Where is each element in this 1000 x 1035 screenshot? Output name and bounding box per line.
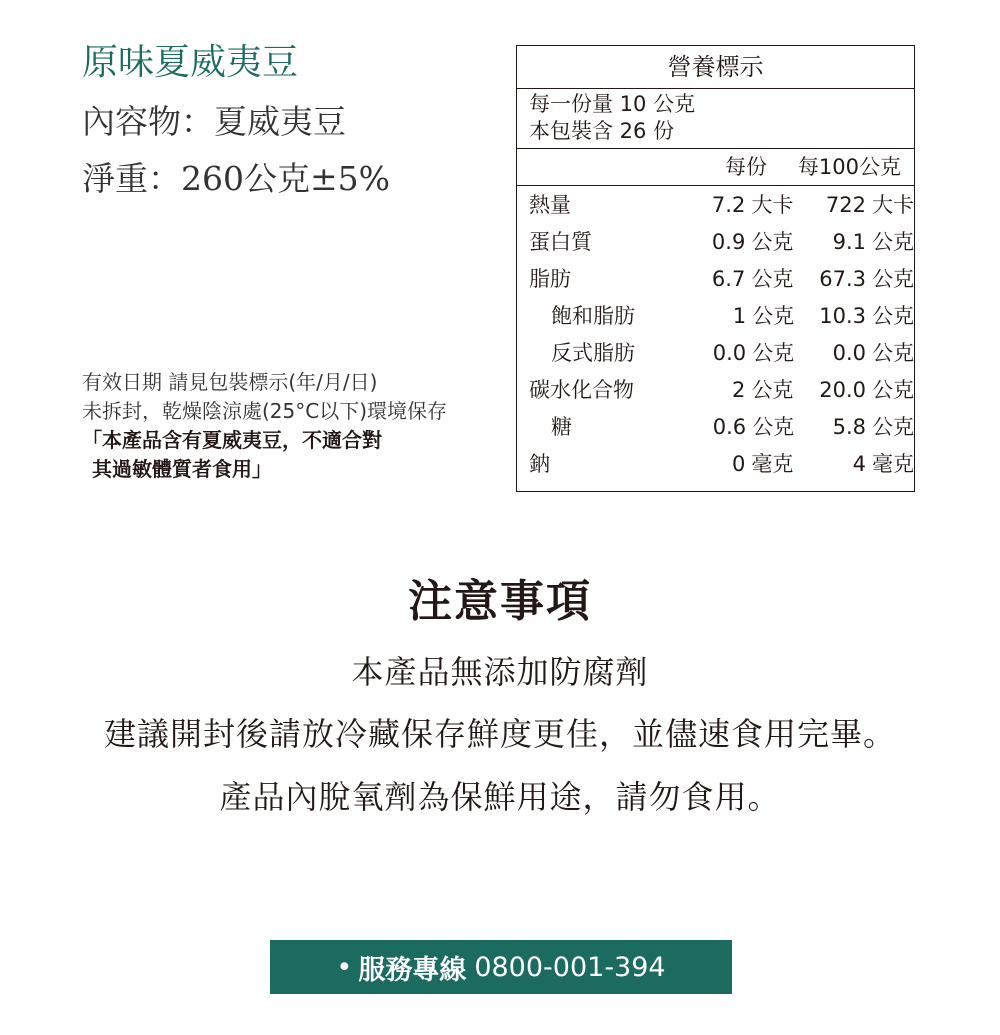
nutrition-table xyxy=(516,45,915,492)
per-100g-unit: 毫克 xyxy=(872,452,915,476)
hotline-number[interactable]: 0800-001-394 xyxy=(474,951,666,983)
per-serving-unit: 公克 xyxy=(752,341,795,365)
per-100g-unit: 公克 xyxy=(872,230,915,254)
per-100g-value: 20.0 xyxy=(819,378,867,402)
nutrient-name: 反式脂肪 xyxy=(551,341,635,365)
nutrient-name: 脂肪 xyxy=(529,267,571,291)
bullet-icon: • xyxy=(336,951,353,983)
header-per-100g: 每100公克 xyxy=(797,155,901,179)
notes-block xyxy=(82,368,502,484)
header-per-serving: 每份 xyxy=(725,155,767,179)
net-weight-line: 淨重：260公克±5% xyxy=(82,159,390,198)
storage-note: 未拆封，乾燥陰涼處(25°C以下)環境保存 xyxy=(82,399,448,423)
nutrition-row xyxy=(517,261,914,298)
nutrient-name: 蛋白質 xyxy=(529,230,592,254)
allergy-note-line2: 其過敏體質者食用」 xyxy=(92,457,272,481)
nutrient-name: 熱量 xyxy=(529,193,571,217)
per-100g-value: 0.0 xyxy=(832,341,867,365)
nutrient-name: 碳水化合物 xyxy=(529,378,634,402)
per-serving-value: 0.0 xyxy=(712,341,747,365)
service-hotline-banner xyxy=(270,940,732,994)
nutrition-row xyxy=(517,224,914,261)
per-100g-unit: 大卡 xyxy=(872,193,915,217)
per-100g-unit: 公克 xyxy=(872,267,915,291)
serving-info xyxy=(517,89,914,149)
per-serving-value: 0.9 xyxy=(711,230,746,254)
per-serving-value: 0 xyxy=(731,452,746,476)
caution-title: 注意事項 xyxy=(408,576,592,627)
caution-line-2: 建議開封後請放冷藏保存鮮度更佳，並儘速食用完畢。 xyxy=(103,715,896,753)
per-serving-value: 2 xyxy=(731,378,746,402)
nutrition-title: 營養標示 xyxy=(517,46,914,89)
per-serving-value: 0.6 xyxy=(712,415,747,439)
caution-line-1: 本產品無添加防腐劑 xyxy=(351,653,649,691)
per-100g-unit: 公克 xyxy=(872,304,915,328)
per-serving-unit: 公克 xyxy=(752,415,795,439)
per-100g-unit: 公克 xyxy=(872,415,915,439)
contents-line: 內容物：夏威夷豆 xyxy=(82,102,346,141)
nutrition-rows xyxy=(517,186,914,483)
nutrition-row xyxy=(517,335,914,372)
per-serving-unit: 公克 xyxy=(751,230,794,254)
per-100g-value: 10.3 xyxy=(819,304,867,328)
per-serving-unit: 公克 xyxy=(752,304,795,328)
caution-line-3: 產品內脫氧劑為保鮮用途，請勿食用。 xyxy=(219,778,781,816)
nutrition-row xyxy=(517,409,914,446)
per-100g-value: 5.8 xyxy=(832,415,867,439)
nutrient-name: 飽和脂肪 xyxy=(551,304,635,328)
per-100g-unit: 公克 xyxy=(872,378,915,402)
per-100g-value: 4 xyxy=(852,452,867,476)
per-serving-value: 7.2 xyxy=(711,193,746,217)
per-100g-value: 722 xyxy=(825,193,867,217)
per-100g-value: 67.3 xyxy=(819,267,867,291)
nutrient-name: 鈉 xyxy=(529,452,550,476)
nutrition-row xyxy=(517,372,914,409)
per-serving-unit: 公克 xyxy=(751,378,794,402)
nutrition-row xyxy=(517,446,914,483)
per-100g-unit: 公克 xyxy=(872,341,915,365)
nutrient-name: 糖 xyxy=(551,415,572,439)
per-serving-unit: 大卡 xyxy=(751,193,794,217)
serving-size: 每一份量 10 公克 xyxy=(529,92,696,116)
hotline-label: 服務專線 xyxy=(358,954,467,986)
servings-per-package: 本包裝含 26 份 xyxy=(529,119,675,143)
per-serving-unit: 毫克 xyxy=(751,452,794,476)
nutrition-row xyxy=(517,187,914,224)
per-serving-unit: 公克 xyxy=(751,267,794,291)
allergy-note-line1: 「本產品含有夏威夷豆，不適合對 xyxy=(82,428,382,452)
expiry-note: 有效日期 請見包裝標示(年/月/日) xyxy=(82,370,378,394)
nutrition-header xyxy=(517,149,914,186)
per-serving-value: 1 xyxy=(732,304,747,328)
product-name: 原味夏威夷豆 xyxy=(82,42,299,83)
nutrition-row xyxy=(517,298,914,335)
per-100g-value: 9.1 xyxy=(832,230,867,254)
per-serving-value: 6.7 xyxy=(711,267,746,291)
